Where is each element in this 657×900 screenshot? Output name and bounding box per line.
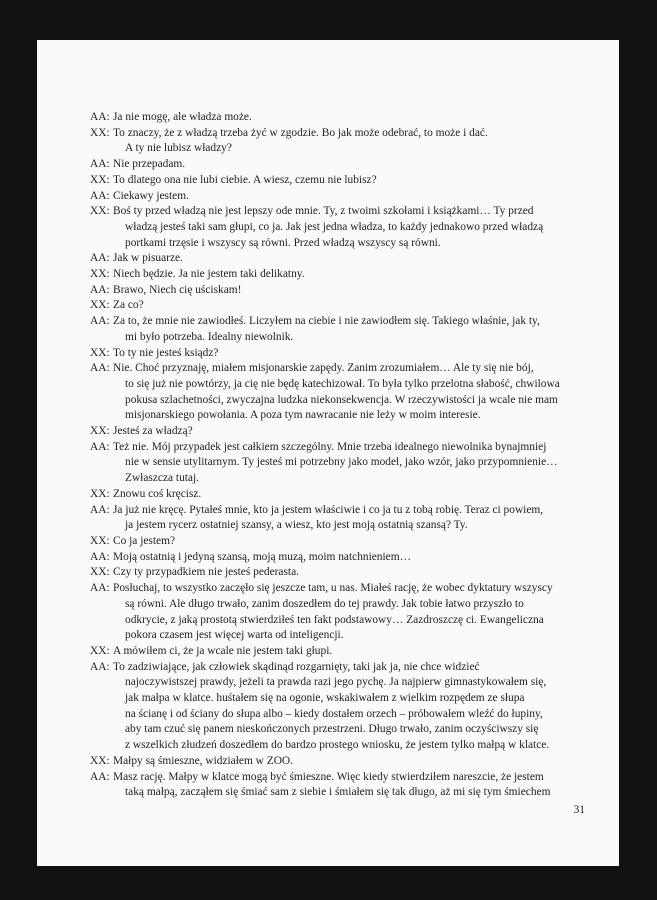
speech-text bbox=[112, 503, 570, 534]
dialogue-line bbox=[90, 346, 570, 362]
speech-text bbox=[112, 298, 570, 314]
speech-line: Jak w pisuarze. bbox=[113, 252, 183, 265]
speech-text bbox=[112, 660, 570, 754]
speech-text bbox=[112, 440, 570, 487]
speaker-label: AA: bbox=[90, 362, 110, 375]
speech-line: są równi. Ale długo trwało, zanim doszedłem do tej prawdy. Jak tobie łatwo przyszło to bbox=[125, 597, 524, 610]
speech-text bbox=[112, 424, 570, 440]
speaker-label: AA: bbox=[90, 582, 110, 595]
speech-line: Nie. Choć przyznaję, miałem misjonarskie zapędy. Zanim zrozumiałem… Ale ty się nie bój, bbox=[113, 362, 534, 375]
speech-line: Znowu coś kręcisz. bbox=[113, 487, 202, 500]
speech-text bbox=[112, 361, 570, 424]
dialogue-line bbox=[90, 361, 570, 424]
speech-line: Moją ostatnią i jedyną szansą, moją muzą, moim natchnieniem… bbox=[113, 550, 411, 563]
dialogue-line bbox=[90, 550, 570, 566]
dialogue-line bbox=[90, 644, 570, 660]
speech-text bbox=[112, 550, 570, 566]
speech-text bbox=[112, 346, 570, 362]
speech-line: odkrycie, z jaką prostotą stwierdziłeś ten fakt podstawowy… Zazdroszczę ci. Ewangeliczna bbox=[125, 613, 544, 626]
speech-line: ja jestem rycerz ostatniej szansy, a wiesz, kto jest moją ostatnią szansą? Ty. bbox=[125, 519, 468, 532]
speech-line: na ścianę i od ściany do słupa albo – kiedy dostałem orzech – próbowałem wleźć do łupiny, bbox=[125, 707, 543, 720]
speech-line: misjonarskiego powołania. A poza tym nawracanie nie leży w moim interesie. bbox=[125, 409, 481, 422]
speech-text bbox=[112, 487, 570, 503]
speech-line: władzą jesteś taki sam głupi, co ja. Jak jest jedna władza, to każdy jednakowo przed władzą bbox=[125, 220, 544, 233]
speech-line: Nie przepadam. bbox=[113, 158, 186, 171]
speech-line: jak małpa w klatce. huśtałem się na ogonie, wskakiwałem z wielkim rozpędem ze słupa bbox=[125, 692, 525, 705]
dialogue-line bbox=[90, 440, 570, 487]
speech-line: To dlatego ona nie lubi ciebie. A wiesz, czemu nie lubisz? bbox=[113, 173, 377, 186]
dialogue-line bbox=[90, 298, 570, 314]
speaker-label: XX: bbox=[90, 566, 110, 579]
speech-line: Jesteś za władzą? bbox=[113, 425, 193, 438]
speech-text bbox=[112, 126, 570, 157]
dialogue-line bbox=[90, 314, 570, 345]
speaker-label: AA: bbox=[90, 770, 110, 783]
speech-line: Ja już nie kręcę. Pytałeś mnie, kto ja jestem właściwie i co ja tu z tobą robię. Teraz ci powiem, bbox=[113, 503, 544, 516]
speech-line: A ty nie lubisz władzy? bbox=[125, 142, 232, 155]
speech-line: aby tam czuć się panem nieskończonych przestrzeni. Długo trwało, zanim oczyściwszy się bbox=[125, 723, 539, 736]
dialogue-line bbox=[90, 770, 570, 801]
dialogue-text bbox=[90, 110, 570, 801]
speaker-label: AA: bbox=[90, 315, 110, 328]
speaker-label: AA: bbox=[90, 189, 110, 202]
speech-line: Ja nie mogę, ale władza może. bbox=[113, 111, 252, 123]
speaker-label: AA: bbox=[90, 111, 110, 123]
speech-text bbox=[112, 754, 570, 770]
speech-text bbox=[112, 173, 570, 189]
speaker-label: XX: bbox=[90, 644, 110, 657]
speaker-label: XX: bbox=[90, 205, 110, 218]
speech-line: Niech będzie. Ja nie jestem taki delikatny. bbox=[113, 268, 305, 281]
speaker-label: XX: bbox=[90, 534, 110, 547]
speech-line: Co ja jestem? bbox=[113, 534, 175, 547]
speech-line: z wszelkich złudzeń doszedłem do bardzo prostego wniosku, że jestem tylko małpą w klatce. bbox=[125, 739, 550, 752]
speech-text bbox=[112, 189, 570, 205]
speech-line: Brawo, Niech cię uściskam! bbox=[113, 283, 242, 296]
speech-text bbox=[112, 534, 570, 550]
dialogue-line bbox=[90, 283, 570, 299]
page-number: 31 bbox=[573, 804, 585, 816]
dialogue-line bbox=[90, 660, 570, 754]
speech-line: To ty nie jesteś ksiądz? bbox=[113, 346, 219, 359]
speech-line: Masz rację. Małpy w klatce mogą być śmieszne. Więc kiedy stwierdziłem nareszcie, że jestem bbox=[113, 770, 544, 783]
speaker-label: XX: bbox=[90, 754, 110, 767]
dialogue-line bbox=[90, 204, 570, 251]
dialogue-line bbox=[90, 267, 570, 283]
speaker-label: AA: bbox=[90, 158, 110, 171]
speech-text bbox=[112, 283, 570, 299]
speech-line: A mówiłem ci, że ja wcale nie jestem taki głupi. bbox=[113, 644, 333, 657]
dialogue-line bbox=[90, 581, 570, 644]
speaker-label: XX: bbox=[90, 173, 110, 186]
speech-line: Za co? bbox=[113, 299, 144, 312]
speech-text bbox=[112, 314, 570, 345]
speech-line: Czy ty przypadkiem nie jesteś pederasta. bbox=[113, 566, 299, 579]
speech-text bbox=[112, 581, 570, 644]
speaker-label: XX: bbox=[90, 268, 110, 281]
speaker-label: AA: bbox=[90, 503, 110, 516]
speech-line: To zadziwiające, jak człowiek skądinąd rozgarnięty, taki jak ja, nie chce widzieć bbox=[113, 660, 480, 673]
dialogue-line bbox=[90, 565, 570, 581]
speaker-label: AA: bbox=[90, 660, 110, 673]
dialogue-line bbox=[90, 251, 570, 267]
speech-line: taką małpą, zacząłem się śmiać sam z siebie i śmiałem się tak długo, aż mi się tym śmiechem bbox=[125, 786, 551, 799]
book-page bbox=[37, 40, 619, 866]
speech-line: portkami trzęsie i wszyscy są równi. Przed władzą wszyscy są równi. bbox=[125, 236, 441, 249]
dialogue-line bbox=[90, 754, 570, 770]
speaker-label: XX: bbox=[90, 346, 110, 359]
dialogue-line bbox=[90, 487, 570, 503]
dialogue-line bbox=[90, 110, 570, 126]
dialogue-line bbox=[90, 157, 570, 173]
speech-line: To znaczy, że z władzą trzeba żyć w zgodzie. Bo jak może odebrać, to może i dać. bbox=[113, 126, 488, 139]
speech-line: Posłuchaj, to wszystko zaczęło się jeszcze tam, u nas. Miałeś rację, że wobec dyktatury wszyscy bbox=[113, 582, 553, 595]
speech-text bbox=[112, 770, 570, 801]
speech-text bbox=[112, 251, 570, 267]
dialogue-line bbox=[90, 126, 570, 157]
dialogue-line bbox=[90, 534, 570, 550]
speaker-label: AA: bbox=[90, 252, 110, 265]
speech-text bbox=[112, 157, 570, 173]
speaker-label: AA: bbox=[90, 283, 110, 296]
speaker-label: XX: bbox=[90, 487, 110, 500]
speaker-label: XX: bbox=[90, 425, 110, 438]
speech-line: Za to, że mnie nie zawiodłeś. Liczyłem na ciebie i nie zawiodłem się. Takiego właśnie, jak ty, bbox=[113, 315, 540, 328]
speaker-label: XX: bbox=[90, 299, 110, 312]
speaker-label: AA: bbox=[90, 550, 110, 563]
speech-text bbox=[112, 565, 570, 581]
speech-line: Zwłaszcza tutaj. bbox=[125, 472, 200, 485]
speech-text bbox=[112, 204, 570, 251]
speaker-label: XX: bbox=[90, 126, 110, 139]
speech-line: to się już nie powtórzy, ja cię nie będę katechizował. To była tylko przelotna słabość, chwilowa bbox=[125, 377, 560, 390]
speech-line: Ciekawy jestem. bbox=[113, 189, 189, 202]
speaker-label: AA: bbox=[90, 440, 110, 453]
speech-line: pokora czasem jest więcej warta od inteligencji. bbox=[125, 629, 344, 642]
dialogue-line bbox=[90, 424, 570, 440]
speech-line: nie w sensie utylitarnym. Ty jesteś mi potrzebny jako model, jako wzór, jako przypomnienie… bbox=[125, 456, 558, 469]
speech-line: najoczywistszej prawdy, jeżeli ta prawda razi jego pychę. Ja najpierw gimnastykowałem się, bbox=[125, 676, 547, 689]
speech-text bbox=[112, 110, 570, 126]
speech-text bbox=[112, 644, 570, 660]
dialogue-line bbox=[90, 189, 570, 205]
speech-line: Boś ty przed władzą nie jest lepszy ode mnie. Ty, z twoimi szkołami i książkami… Ty przed bbox=[113, 205, 534, 218]
speech-text bbox=[112, 267, 570, 283]
dialogue-line bbox=[90, 503, 570, 534]
dialogue-line bbox=[90, 173, 570, 189]
speech-line: Małpy są śmieszne, widziałem w ZOO. bbox=[113, 754, 293, 767]
speech-line: mi było potrzeba. Idealny niewolnik. bbox=[125, 330, 294, 343]
speech-line: Też nie. Mój przypadek jest całkiem szczególny. Mnie trzeba idealnego niewolnika bynajmniej bbox=[113, 440, 547, 453]
speech-line: pokusa szlachetności, zwyczajna ludzka niekonsekwencja. W rzeczywistości ja wcale nie mam bbox=[125, 393, 558, 406]
